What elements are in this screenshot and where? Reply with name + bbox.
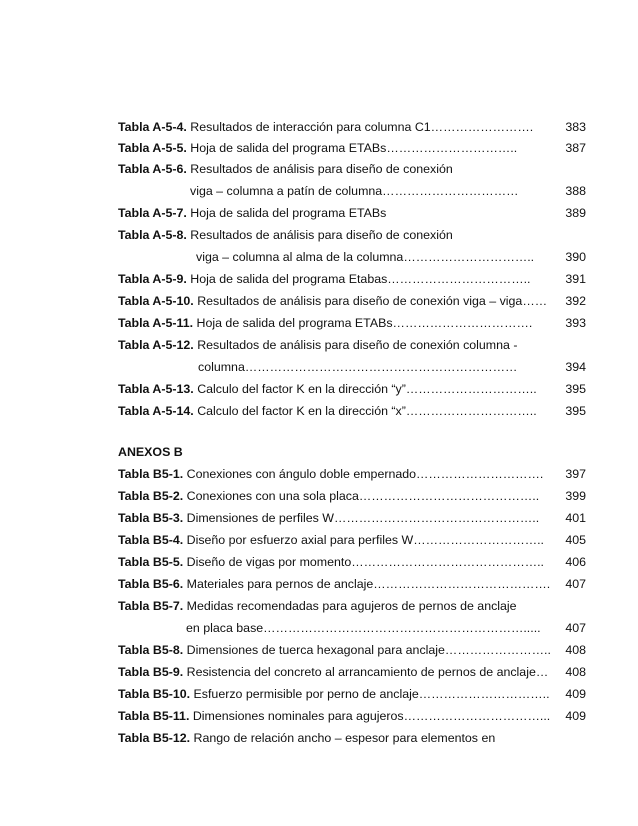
entry-page-number: 407 [565,577,586,591]
entry-page-number: 395 [565,382,586,396]
entry-page-number: 409 [565,687,586,701]
entry-page-number: 405 [565,533,586,547]
entry-page-number: 408 [565,665,586,679]
entry-page-number: 390 [565,250,586,264]
entry-page-number: 407 [565,621,586,635]
entry-continuation: viga – columna a patín de columna…………………………… [190,184,519,198]
toc-entry-b5-6[interactable] [118,577,560,591]
entry-title: Hoja de salida del programa ETABs……………………………. [193,316,533,330]
toc-entry-a-5-6[interactable] [118,162,560,176]
toc-entry-b5-8[interactable] [118,643,560,657]
entry-label: Tabla A-5-6. [118,162,187,176]
toc-entry-b5-4[interactable] [118,533,560,547]
toc-entry-a-5-9[interactable] [118,272,560,286]
entry-label: Tabla A-5-12. [118,338,194,352]
entry-title: Diseño de vigas por momento……………………………………….. [183,555,544,569]
entry-title: Rango de relación ancho – espesor para elementos en [190,731,496,745]
entry-title: Conexiones con una sola placa…………………………………….. [183,489,540,503]
entry-label: Tabla B5-8. [118,643,184,657]
entry-title: Resultados de análisis para diseño de conexión [186,162,453,176]
toc-entry-b5-12[interactable] [118,731,560,745]
entry-page-number: 394 [565,360,586,374]
entry-page-number: 383 [565,120,586,134]
entry-page-number: 401 [565,511,586,525]
entry-title: Conexiones con ángulo doble empernado…………………………. [183,467,544,481]
entry-label: Tabla B5-12. [118,731,191,745]
toc-entry-b5-3[interactable] [118,511,560,525]
entry-continuation: columna………………………………………………………… [198,360,518,374]
entry-label: Tabla A-5-9. [118,272,187,286]
toc-entry-a-5-7[interactable] [118,206,560,220]
entry-continuation: en placa base………………………………………………………..... [186,621,541,635]
entry-label: Tabla A-5-14. [118,404,194,418]
entry-title: Medidas recomendadas para agujeros de pernos de anclaje [183,599,517,613]
entry-page-number: 389 [565,206,586,220]
entry-label: Tabla B5-11. [118,709,190,723]
entry-label: Tabla B5-9. [118,665,184,679]
toc-entry-a-5-13[interactable] [118,382,560,396]
entry-label: Tabla B5-6. [118,577,184,591]
section-heading: ANEXOS B [118,445,183,459]
entry-page-number: 409 [565,709,586,723]
entry-page-number: 397 [565,467,586,481]
entry-label: Tabla B5-4. [118,533,184,547]
entry-page-number: 399 [565,489,586,503]
entry-label: Tabla B5-7. [118,599,184,613]
entry-title: Resultados de interacción para columna C1……………………. [186,120,534,134]
entry-label: Tabla A-5-13. [118,382,194,396]
entry-page-number: 395 [565,404,586,418]
entry-page-number: 391 [565,272,586,286]
toc-entry-a-5-4[interactable] [118,120,560,134]
entry-title: Calculo del factor K en la dirección “y”………………………….. [193,382,537,396]
entry-title: Resultados de análisis para diseño de conexión [186,228,453,242]
entry-title: Resultados de análisis para diseño de conexión columna - [193,338,518,352]
entry-label: Tabla A-5-7. [118,206,187,220]
toc-entry-b5-10[interactable] [118,687,560,701]
entry-title: Dimensiones de tuerca hexagonal para anclaje…………………….. [183,643,551,657]
toc-entry-a-5-10[interactable] [118,294,560,308]
toc-entry-b5-2[interactable] [118,489,560,503]
toc-entry-b5-5[interactable] [118,555,560,569]
entry-label: Tabla A-5-11. [118,316,194,330]
entry-title: Resultados de análisis para diseño de conexión viga – viga…… [193,294,548,308]
entry-title: Hoja de salida del programa ETABs [186,206,387,220]
toc-entry-b5-9[interactable] [118,665,560,679]
entry-title: Hoja de salida del programa ETABs………………………….. [186,141,518,155]
entry-label: Tabla A-5-5. [118,141,187,155]
entry-title: Diseño por esfuerzo axial para perfiles W………………………….. [183,533,544,547]
entry-label: Tabla B5-1. [118,467,184,481]
entry-title: Materiales para pernos de anclaje……………………………………. [183,577,551,591]
entry-label: Tabla B5-10. [118,687,191,701]
toc-entry-a-5-12[interactable] [118,338,560,352]
entry-title: Dimensiones de perfiles W………………………………………….. [183,511,540,525]
entry-label: Tabla A-5-8. [118,228,187,242]
entry-title: Calculo del factor K en la dirección “x”………………………….. [193,404,537,418]
entry-page-number: 408 [565,643,586,657]
entry-page-number: 387 [565,141,586,155]
entry-label: Tabla A-5-10. [118,294,194,308]
toc-entry-a-5-11[interactable] [118,316,560,330]
entry-title: Resistencia del concreto al arrancamiento de pernos de anclaje… [183,665,549,679]
entry-label: Tabla B5-5. [118,555,184,569]
entry-title: Dimensiones nominales para agujeros……………………………... [189,709,551,723]
toc-entry-b5-1[interactable] [118,467,560,481]
entry-continuation: viga – columna al alma de la columna………………………….. [196,250,535,264]
entry-page-number: 406 [565,555,586,569]
entry-label: Tabla B5-2. [118,489,184,503]
entry-label: Tabla A-5-4. [118,120,187,134]
entry-title: Esfuerzo permisible por perno de anclaje………………………….. [190,687,550,701]
entry-title: Hoja de salida del programa Etabas…………………………….. [186,272,531,286]
entry-page-number: 392 [565,294,586,308]
toc-entry-b5-7[interactable] [118,599,560,613]
entry-label: Tabla B5-3. [118,511,184,525]
toc-entry-a-5-5[interactable] [118,141,560,155]
entry-page-number: 388 [565,184,586,198]
toc-entry-a-5-8[interactable] [118,228,560,242]
entry-page-number: 393 [565,316,586,330]
toc-entry-b5-11[interactable] [118,709,560,723]
toc-entry-a-5-14[interactable] [118,404,560,418]
